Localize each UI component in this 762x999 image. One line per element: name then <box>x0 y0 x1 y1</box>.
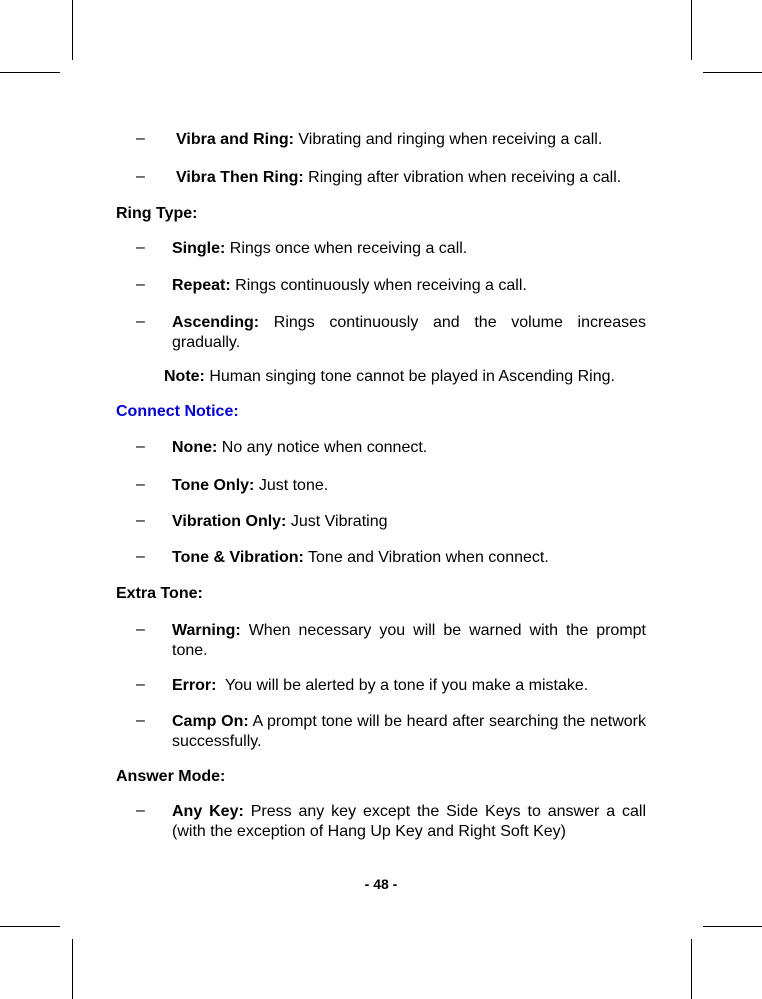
note-ascending-ring: Note: Human singing tone cannot be played in Ascending Ring. <box>164 368 615 385</box>
list-item-text: Repeat: Rings continuously when receiving a call. <box>172 277 527 294</box>
dash-bullet: – <box>136 621 145 638</box>
dash-bullet: – <box>136 676 145 693</box>
list-item-text: Error: You will be alerted by a tone if you make a mistake. <box>172 677 589 694</box>
crop-mark-bottom-right-horizontal <box>703 926 762 927</box>
dash-bullet: – <box>136 313 145 330</box>
crop-mark-top-right-horizontal <box>703 72 762 73</box>
heading-extra-tone: Extra Tone: <box>116 585 203 602</box>
list-item-text: Camp On: A prompt tone will be heard after searching the network successfully. <box>172 713 646 750</box>
list-item-text: Vibra Then Ring: Ringing after vibration when receiving a call. <box>176 169 622 186</box>
dash-bullet: – <box>136 476 145 493</box>
crop-mark-top-right-vertical <box>691 0 692 60</box>
crop-mark-top-left-horizontal <box>0 72 60 73</box>
list-item-text: Any Key: Press any key except the Side Keys to answer a call (with the exception of Hang Up Key and Right Soft Key) <box>172 803 646 840</box>
dash-bullet: – <box>136 802 145 819</box>
heading-answer-mode: Answer Mode: <box>116 768 226 785</box>
heading-ring-type: Ring Type: <box>116 205 198 222</box>
list-item-text: Tone Only: Just tone. <box>172 477 329 494</box>
crop-mark-top-left-vertical <box>72 0 73 60</box>
crop-mark-bottom-right-vertical <box>691 939 692 999</box>
page-number: - 48 - <box>364 876 398 892</box>
list-item-text: Single: Rings once when receiving a call. <box>172 240 468 257</box>
list-item-text: None: No any notice when connect. <box>172 439 428 456</box>
dash-bullet: – <box>136 548 145 565</box>
dash-bullet: – <box>136 168 145 185</box>
crop-mark-bottom-left-vertical <box>72 939 73 999</box>
list-item-text: Tone & Vibration: Tone and Vibration when connect. <box>172 549 549 566</box>
heading-connect-notice: Connect Notice: <box>116 403 239 420</box>
dash-bullet: – <box>136 712 145 729</box>
crop-mark-bottom-left-horizontal <box>0 926 60 927</box>
list-item-text: Warning: When necessary you will be warned with the prompt tone. <box>172 622 646 659</box>
dash-bullet: – <box>136 512 145 529</box>
list-item-text: Ascending: Rings continuously and the volume increases gradually. <box>172 314 646 351</box>
dash-bullet: – <box>136 130 145 147</box>
dash-bullet: – <box>136 438 145 455</box>
dash-bullet: – <box>136 276 145 293</box>
list-item-text: Vibration Only: Just Vibrating <box>172 513 388 530</box>
dash-bullet: – <box>136 239 145 256</box>
list-item-text: Vibra and Ring: Vibrating and ringing when receiving a call. <box>176 131 603 148</box>
